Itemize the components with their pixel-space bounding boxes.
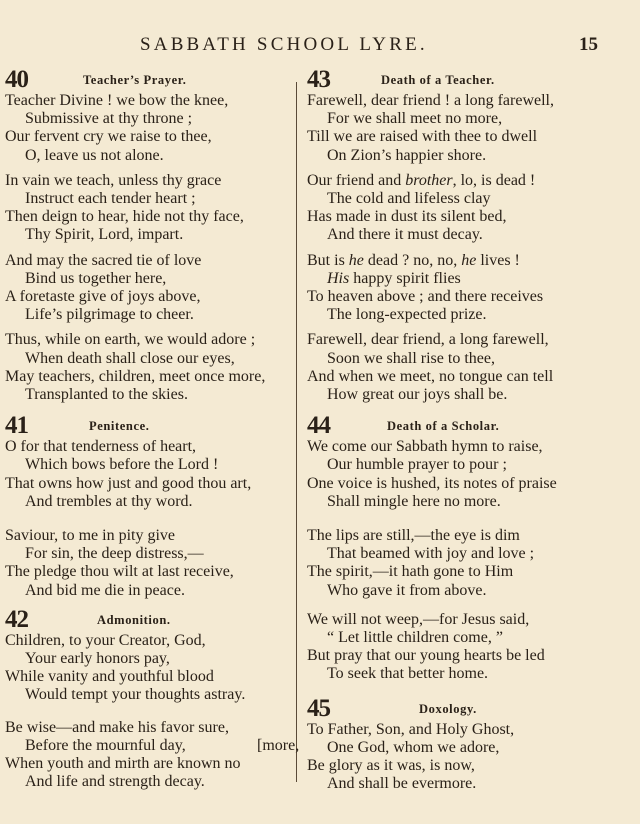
hymn-number: 43 [307,66,330,93]
stanza [307,721,607,794]
verse-line: Our fervent cry we raise to thee, [5,128,212,146]
verse-text: But is [307,251,345,269]
verse-line: And when we meet, no tongue can tell [307,367,554,385]
verse-line: Teacher Divine ! we bow the knee, [5,92,229,109]
verse-line: Be wise—and make his favor sure, [5,718,229,736]
stanza [307,252,607,325]
verse-line: And bid me die in peace. [25,581,185,599]
verse-line: Then deign to hear, hide not thy face, [5,208,244,226]
column-divider [296,82,297,782]
hymn-title: Teacher’s Prayer. [83,73,187,87]
verse-line: Your early honors pay, [25,650,170,668]
running-head [0,34,640,60]
page-number: 15 [579,34,598,55]
verse-line: We will not weep,—for Jesus said, [307,610,530,628]
hymn-heading [5,605,295,633]
verse-line: The pledge thou wilt at last receive, [5,563,234,581]
verse-line: And may the sacred tie of love [5,251,202,269]
running-title: SABBATH SCHOOL LYRE. [140,34,428,55]
hymn-42 [5,605,300,792]
verse-line [307,172,607,190]
hymn-heading [307,694,607,722]
verse-line: Farewell, dear friend, a long farewell, [307,331,549,349]
hymn-heading [5,414,295,438]
verse-line: How great our joys shall be. [327,386,508,404]
verse-line: And there it must decay. [327,226,483,244]
verse-line: For sin, the deep distress,— [25,545,204,563]
stanza [307,92,607,165]
emphasis-text: he [348,251,364,269]
verse-line: Would tempt your thoughts astray. [25,686,246,704]
verse-line: And trembles at thy word. [25,492,193,510]
verse-line: To Father, Son, and Holy Ghost, [307,720,515,738]
hymn-number: 42 [5,605,28,633]
verse-line: Till we are raised with thee to dwell [307,128,538,146]
verse-line: O, leave us not alone. [25,146,164,164]
verse-text: , lo, is dead ! [452,171,536,189]
stanza [307,331,607,404]
verse-line: May teachers, children, meet once more, [5,367,266,385]
right-column [307,68,607,801]
verse-line [5,736,300,755]
verse-line: O for that tenderness of heart, [5,438,197,456]
verse-line: Thy Spirit, Lord, impart. [25,226,184,244]
verse-line: Farewell, dear friend ! a long farewell, [307,92,554,109]
verse-line: When death shall close our eyes, [25,349,235,367]
verse-line: Shall mingle here no more. [327,492,501,510]
verse-line: And life and strength decay. [25,773,205,791]
verse-line: Be glory as it was, is now, [307,757,475,775]
emphasis-text: His [327,269,350,287]
stanza [5,172,295,245]
hymn-40 [5,68,295,404]
hymn-title: Death of a Scholar. [387,419,500,434]
verse-line: The long-expected prize. [327,306,487,324]
overflow-text: [more, [257,736,300,754]
hymn-title: Doxology. [419,701,477,716]
hymn-number: 45 [307,694,330,722]
verse-line: Has made in dust its silent bed, [307,208,507,226]
verse-line: But pray that our young hearts be led [307,647,545,665]
verse-line: To heaven above ; and there receives [307,288,544,306]
verse-line: Children, to your Creator, God, [5,631,206,649]
stanza [307,611,607,684]
verse-line: On Zion’s happier shore. [327,146,487,164]
stanza [307,527,607,600]
verse-line: Transplanted to the skies. [25,386,188,404]
verse-line: In vain we teach, unless thy grace [5,171,222,189]
hymn-45 [307,694,607,794]
verse-line: The cold and lifeless clay [327,190,491,208]
verse-line: We come our Sabbath hymn to raise, [307,438,543,456]
hymn-heading [5,68,295,92]
hymn-number: 40 [5,66,28,93]
hymn-number: 41 [5,412,28,440]
hymn-title: Penitence. [89,419,150,434]
stanza [307,438,607,511]
verse-line: Who gave it from above. [327,581,487,599]
stanza [5,331,295,404]
hymn-number: 44 [307,412,330,440]
hymn-title: Admonition. [97,612,171,627]
verse-line: That owns how just and good thou art, [5,474,252,492]
verse-line: For we shall meet no more, [327,110,503,128]
verse-line: Life’s pilgrimage to cheer. [25,306,194,324]
verse-line: While vanity and youthful blood [5,668,214,686]
verse-text: Before the mournful day, [25,736,186,754]
verse-text: dead ? no, no, [367,251,458,269]
verse-text: lives ! [480,251,520,269]
verse-line: The spirit,—it hath gone to Him [307,563,514,581]
verse-line: That beamed with joy and love ; [327,545,535,563]
verse-line: One God, whom we adore, [327,738,500,756]
verse-line: Our humble prayer to pour ; [327,456,507,474]
verse-line: One voice is hushed, its notes of praise [307,474,557,492]
verse-line: Bind us together here, [25,269,167,287]
verse-line: Which bows before the Lord ! [25,456,219,474]
hymn-title: Death of a Teacher. [381,73,495,87]
hymn-heading [307,68,607,92]
verse-text: Our friend and [307,171,402,189]
stanza [5,92,295,165]
hymn-44 [307,414,607,683]
stanza [5,527,295,600]
verse-line: The lips are still,—the eye is dim [307,527,520,545]
verse-line: Submissive at thy throne ; [25,110,193,128]
verse-line: Saviour, to me in pity give [5,527,176,545]
emphasis-text: he [461,251,477,269]
verse-line [307,270,607,288]
stanza [5,718,300,792]
hymn-heading [307,414,607,438]
verse-line: Thus, while on earth, we would adore ; [5,331,256,349]
hymn-43 [307,68,607,404]
verse-line [307,252,607,270]
verse-line: “ Let little children come, ” [327,629,503,647]
stanza [307,172,607,245]
stanza [5,252,295,325]
verse-line: And shall be evermore. [327,775,477,793]
stanza [5,632,295,705]
verse-line: Instruct each tender heart ; [25,190,196,208]
left-column [5,66,300,799]
verse-line: To seek that better home. [327,665,489,683]
emphasis-text: brother [405,171,453,189]
verse-text: happy spirit flies [353,269,461,287]
verse-line: Soon we shall rise to thee, [327,349,495,367]
hymn-41 [5,414,295,600]
stanza [5,438,295,511]
verse-line: A foretaste give of joys above, [5,288,201,306]
verse-line: When youth and mirth are known no [5,755,241,773]
